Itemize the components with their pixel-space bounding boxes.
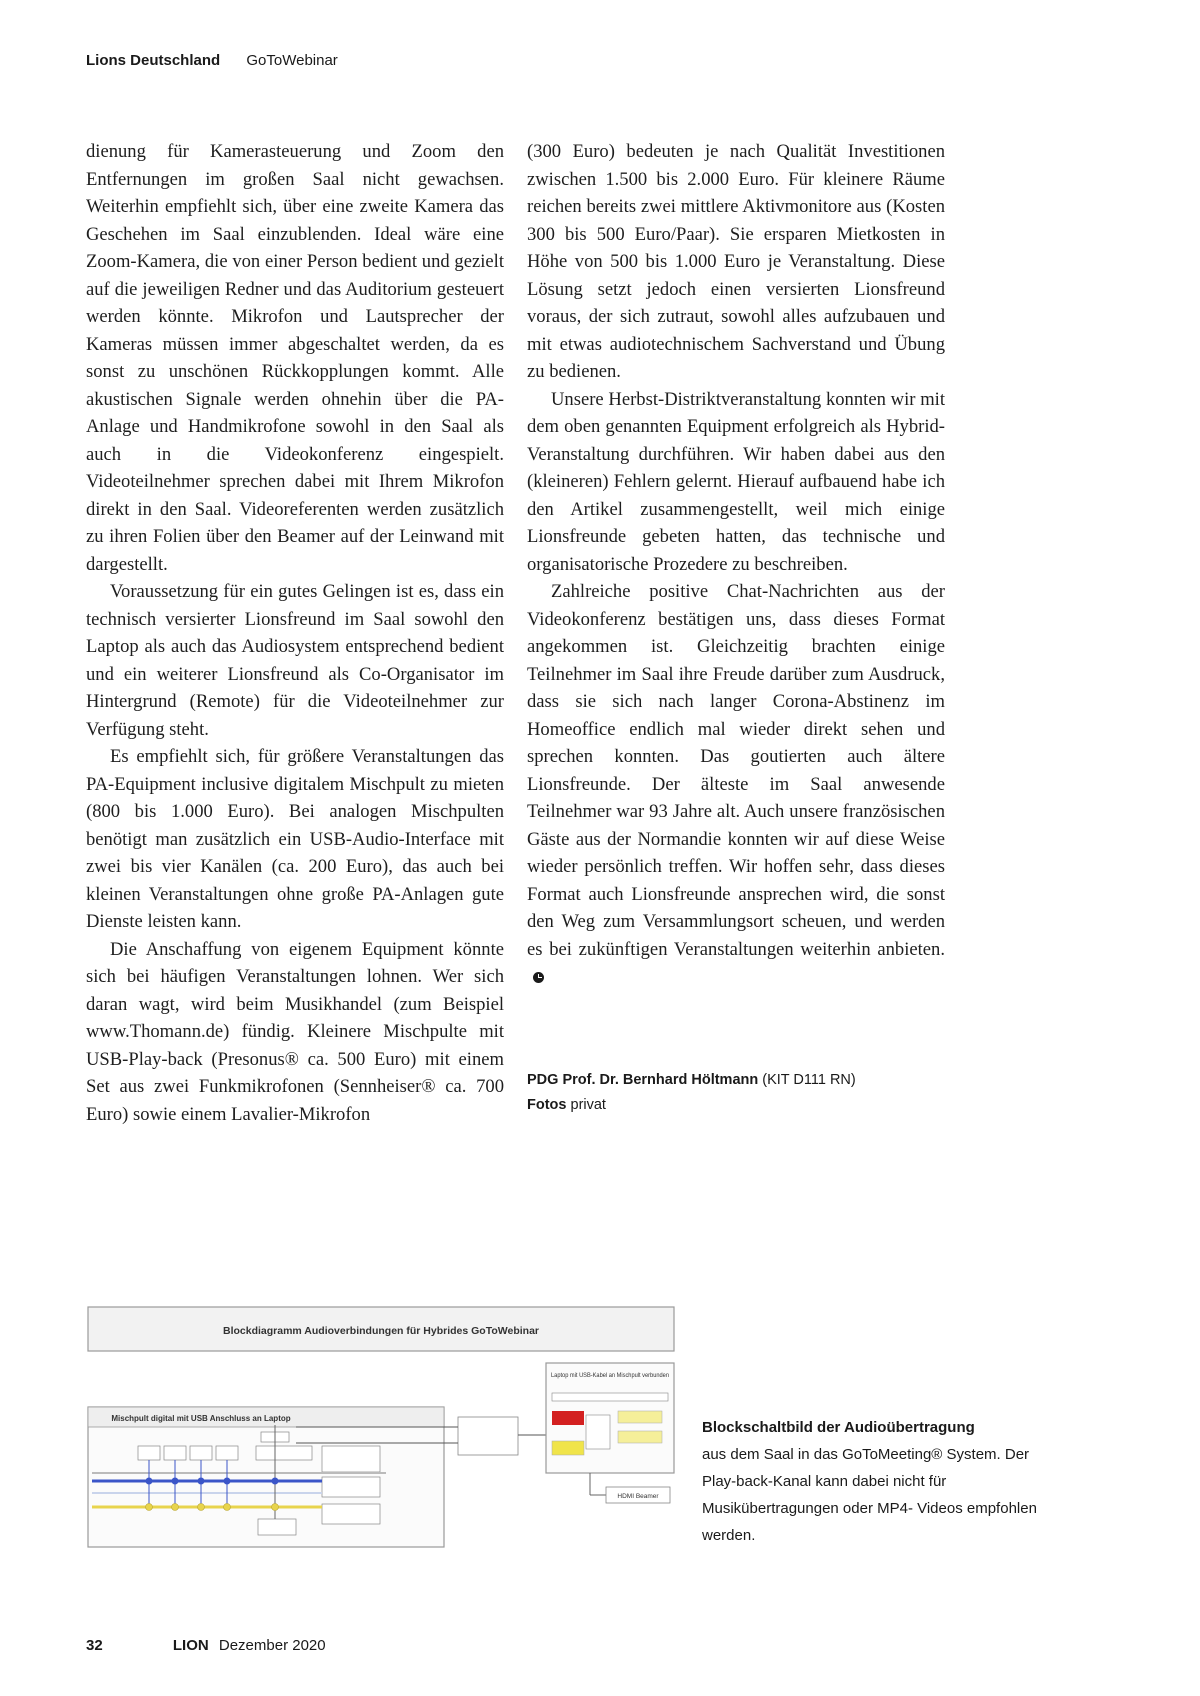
yellow-block xyxy=(618,1411,662,1423)
diagram-title: Blockdiagramm Audioverbindungen für Hybrides GoToWebinar xyxy=(222,1325,540,1337)
caption-text: aus dem Saal in das GoToMeeting® System. Der Play-back-Kanal kann dabei nicht für Musikübertragungen oder MP4- Videos empfohlen werden. xyxy=(702,1446,1037,1544)
author-line xyxy=(527,1068,856,1093)
author-affiliation: (KIT D111 RN) xyxy=(762,1072,856,1088)
usb-box xyxy=(258,1519,296,1535)
bus-node xyxy=(146,1478,153,1485)
laptop-inner-box xyxy=(586,1415,610,1449)
magazine-name: LION xyxy=(172,1637,209,1654)
header-brand: Lions Deutschland xyxy=(86,52,221,69)
bus-node xyxy=(198,1478,205,1485)
bus-node xyxy=(224,1478,231,1485)
author-name: PDG Prof. Dr. Bernhard Höltmann xyxy=(527,1072,759,1088)
laptop-inner-box xyxy=(552,1393,668,1401)
article-column-right xyxy=(527,138,945,991)
caption-title: Blockschaltbild der Audioübertragung xyxy=(702,1419,975,1436)
output-box xyxy=(322,1504,380,1524)
interface-box xyxy=(458,1417,518,1455)
mixer-title: Mischpult digital mit USB Anschluss an Laptop xyxy=(111,1414,291,1423)
bus-node xyxy=(272,1504,279,1511)
channel-box xyxy=(164,1446,186,1460)
channel-box xyxy=(138,1446,160,1460)
yellow-block xyxy=(552,1441,584,1455)
page-footer xyxy=(86,1637,326,1654)
paragraph: dienung für Kamerasteuerung und Zoom den Entfernungen im großen Saal nicht gewachsen. Weiterhin empfiehlt sich, über eine zweite Kamera das Geschehen im Saal einzublenden. Ideal wäre eine Zoom-Kamera, die von einer Person bedient und gezielt auf die jeweiligen Redner und das Auditorium gesteuert werden könnte. Mikrofon und Lautsprecher der Kameras müssen immer abgeschaltet werden, da es sonst zu unschönen Rückkopplungen kommt. Alle akustischen Signale werden ohnehin über die PA-Anlage und Handmikrofone sowohl in den Saal als auch in die Videokonferenz eingespielt. Videoteilnehmer sprechen dabei mit Ihrem Mikrofon direkt in den Saal. Videoreferenten werden zusätzlich zu ihren Folien über den Beamer auf der Leinwand mit dargestellt. xyxy=(86,141,504,575)
paragraph: Es empfiehlt sich, für größere Veranstaltungen das PA-Equipment inclusive digitalem Mischpult zu mieten (800 bis 1.000 Euro). Bei analogen Mischpulten benötigt man zusätzlich ein USB-Audio-Interface mit zwei bis vier Kanälen (ca. 200 Euro), das auch bei kleinen Veranstaltungen ohne große PA-Anlagen gute Dienste leisten kann. xyxy=(86,746,504,932)
channel-box xyxy=(256,1446,312,1460)
red-block xyxy=(552,1411,584,1425)
header-section: GoToWebinar xyxy=(246,52,338,69)
yellow-block xyxy=(618,1431,662,1443)
bus-node xyxy=(272,1478,279,1485)
channel-box xyxy=(190,1446,212,1460)
output-box xyxy=(322,1446,380,1472)
audio-block-diagram xyxy=(86,1305,678,1555)
hdmi-label: HDMI Beamer xyxy=(617,1493,659,1500)
figure-caption xyxy=(702,1414,1062,1549)
paragraph xyxy=(527,578,945,991)
output-box xyxy=(322,1477,380,1497)
credits xyxy=(527,1068,856,1118)
bus-node xyxy=(198,1504,205,1511)
paragraph: Voraussetzung für ein gutes Gelingen ist es, dass ein technisch versierter Lionsfreund im Saal sowohl den Laptop als auch das Audiosystem entsprechend bedient und ein weiterer Lionsfreund als Co-Organisator im Hintergrund (Remote) für die Videoteilnehmer zur Verfügung steht. xyxy=(86,581,504,740)
paragraph: Die Anschaffung von eigenem Equipment könnte sich bei häufigen Veranstaltungen lohnen. Wer sich daran wagt, wird beim Musikhandel (zum Beispiel www.Thomann.de) fündig. Kleinere Mischpulte mit USB-Play-back (Presonus® ca. 500 Euro) mit einem Set aus zwei Funkmikrofonen (Sennheiser® ca. 700 Euro) sowie einem Lavalier-Mikrofon xyxy=(86,938,504,1125)
photos-value: privat xyxy=(570,1097,606,1113)
bus-node xyxy=(224,1504,231,1511)
page-header xyxy=(86,52,338,69)
issue-date: Dezember 2020 xyxy=(218,1637,326,1654)
paragraph: (300 Euro) bedeuten je nach Qualität Investitionen zwischen 1.500 bis 2.000 Euro. Für kleinere Räume reichen bereits zwei mittlere Aktivmonitore aus (Kosten 300 bis 500 Euro/Paar). Sie ersparen Mietkosten in Höhe von 500 bis 1.000 Euro je Veranstaltung. Diese Lösung setzt jedoch einen versierten Lionsfreund voraus, der sich zutraut, sowohl alles aufzubauen und mit etwas audiotechnischem Sachverstand und Übung zu bedienen. xyxy=(527,141,945,382)
channel-box xyxy=(216,1446,238,1460)
bus-node xyxy=(172,1478,179,1485)
bus-node xyxy=(146,1504,153,1511)
page-number: 32 xyxy=(86,1637,103,1654)
article-column-left xyxy=(86,138,504,1128)
paragraph: Unsere Herbst-Distriktveranstaltung konnten wir mit dem oben genannten Equipment erfolgreich als Hybrid-Veranstaltung durchführen. Wir haben dabei aus den (kleineren) Fehlern gelernt. Hierauf aufbauend habe ich den Artikel zusammengestellt, weil mich einige Lionsfreunde gebeten hatten, das technische und organisatorische Prozedere zu beschreiben. xyxy=(527,388,945,575)
article-end-icon xyxy=(533,972,544,983)
paragraph-text: Zahlreiche positive Chat-Nachrichten aus der Videokonferenz bestätigen uns, dass dieses Format angekommen ist. Gleichzeitig brachten einige Teilnehmer im Saal ihre Freude darüber zum Ausdruck, dass sie sich nach langer Corona-Abstinenz im Homeoffice endlich mal wieder direkt sehen und sprechen konnten. Das goutierten auch ältere Lionsfreunde. Der älteste im Saal anwesende Teilnehmer war 93 Jahre alt. Auch unsere französischen Gäste aus der Normandie konnten wir auf diese Weise wieder persönlich treffen. Wir hoffen sehr, dass dieses Format auch Lionsfreunde ansprechen wird, die sonst den Weg zum Versammlungsort scheuen, und werden es bei zukünftigen Veranstaltungen weiterhin anbieten. xyxy=(527,581,945,960)
laptop-title: Laptop mit USB-Kabel an Mischpult verbunden xyxy=(551,1373,669,1379)
bus-node xyxy=(172,1504,179,1511)
photos-line xyxy=(527,1093,856,1118)
photos-label: Fotos xyxy=(527,1097,567,1113)
